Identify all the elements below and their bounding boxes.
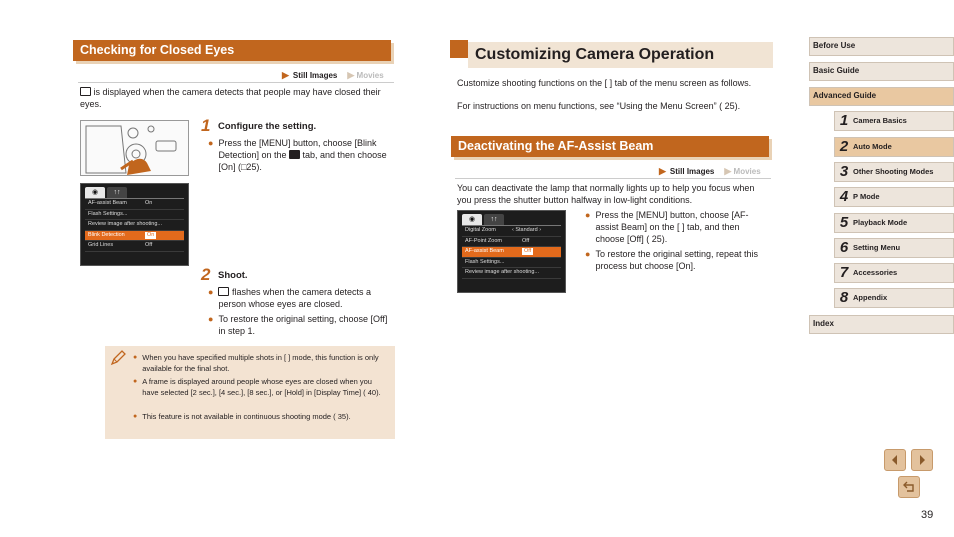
step-2-bullet-a-text xyxy=(218,286,393,310)
sidebar-chapter-5[interactable] xyxy=(834,213,954,233)
menu-row-value: On xyxy=(145,200,153,207)
blink-icon xyxy=(80,87,91,96)
menu-row-label: AF-Point Zoom xyxy=(465,237,502,244)
sidebar-chapter-6[interactable] xyxy=(834,238,954,258)
menu-row-selected xyxy=(85,231,184,242)
page-number: 39 xyxy=(921,509,934,521)
prev-page-button[interactable] xyxy=(884,449,906,471)
setup-tab-icon: ↑↑ xyxy=(107,187,127,198)
note-bullet-3-text: This feature is not available in continuous shooting mode ( 35). xyxy=(142,412,351,421)
step-1-title: Configure the setting. xyxy=(218,121,317,132)
menu-row-label: Blink Detection xyxy=(88,231,125,238)
af-bullet-b xyxy=(585,248,770,272)
chapter-label: Camera Basics xyxy=(853,116,907,126)
chapter-label: Auto Mode xyxy=(853,142,892,152)
step-number-1: 1 xyxy=(201,116,211,135)
menu-row xyxy=(85,210,184,221)
sidebar-item-label: Basic Guide xyxy=(813,66,860,76)
menu-row-selected xyxy=(462,247,561,258)
chapter-label: Appendix xyxy=(853,293,888,303)
section-title-af-assist: Deactivating the AF-Assist Beam xyxy=(451,136,769,157)
menu-row-label: Flash Settings... xyxy=(88,210,128,217)
sidebar-item-index[interactable] xyxy=(809,315,954,334)
pencil-icon xyxy=(110,350,126,370)
chapter-number: 6 xyxy=(839,239,849,257)
blink-icon xyxy=(218,287,229,296)
sidebar-item-basic-guide[interactable] xyxy=(809,62,954,81)
step-2-bullet-b xyxy=(208,313,393,337)
chapter-label: Other Shooting Modes xyxy=(853,167,934,177)
menu-row xyxy=(85,199,184,210)
sidebar-chapter-7[interactable] xyxy=(834,263,954,283)
bullet-dot: ● xyxy=(133,354,138,361)
step-2-bullet-a xyxy=(208,286,393,310)
sidebar-item-label: Advanced Guide xyxy=(813,91,877,101)
return-icon xyxy=(902,481,916,493)
mode-movies-label: Movies xyxy=(733,167,761,176)
camera-menu-screen xyxy=(457,210,566,293)
arrow-icon: ▶ xyxy=(282,70,289,80)
menu-row-label: Review image after shooting... xyxy=(465,269,539,276)
mode-still-label: Still Images xyxy=(669,166,715,176)
note-bullet-1-text: When you have specified multiple shots in [ ] mode, this function is only available for the final shot. xyxy=(142,353,379,373)
setup-tab-icon: ↑↑ xyxy=(484,214,504,225)
bullet-dot: ● xyxy=(585,249,591,259)
chapter-number: 1 xyxy=(839,112,849,130)
menu-row-value: Off xyxy=(522,237,530,244)
bullet-post: tab, and then choose [On] ( xyxy=(218,150,387,172)
menu-row-label: Review image after shooting... xyxy=(88,221,162,228)
step-1-bullet xyxy=(208,137,393,173)
sidebar-item-advanced-guide[interactable] xyxy=(809,87,954,106)
mode-still-label: Still Images xyxy=(292,70,338,80)
shooting-tab-icon: ◉ xyxy=(462,214,482,225)
af-bullet-a-text: Press the [MENU] button, choose [AF-assist Beam] on the [ ] tab, and then choose [Off] ( 25). xyxy=(595,210,749,244)
bullet-dot: ● xyxy=(208,138,214,148)
camera-illustration xyxy=(80,120,189,176)
note-bullet-2 xyxy=(133,376,388,398)
note-bullet-2-text: A frame is displayed around people whose eyes are closed when you have selected [2 sec.], [4 sec.], [8 sec.], or [Hold] in [Display Time] ( 40). xyxy=(142,377,381,397)
menu-row-label: Grid Lines xyxy=(88,242,114,249)
bullet-dot: ● xyxy=(585,210,591,220)
chapter-number: 7 xyxy=(839,264,849,282)
arrow-right-icon xyxy=(916,454,928,466)
chapter-intro-1: Customize shooting functions on the [ ] tab of the menu screen as follows. xyxy=(457,78,752,88)
chapter-label: Accessories xyxy=(853,268,898,278)
sidebar-chapter-8[interactable] xyxy=(834,288,954,308)
menu-row-value: On xyxy=(147,231,155,238)
menu-row xyxy=(462,237,561,248)
sidebar-item-label: Index xyxy=(813,319,834,329)
camera-tab-icon xyxy=(289,150,300,159)
chapter-title: Customizing Camera Operation xyxy=(475,46,715,63)
menu-row xyxy=(85,220,184,231)
arrow-icon: ▶ xyxy=(347,70,355,80)
chapter-label: Setting Menu xyxy=(853,243,901,253)
menu-row xyxy=(462,258,561,269)
back-button[interactable] xyxy=(898,476,920,498)
menu-row-label: AF-assist Beam xyxy=(465,248,504,255)
sidebar-item-label: Before Use xyxy=(813,41,856,51)
sidebar-chapter-3[interactable] xyxy=(834,162,954,182)
menu-row-value: Off xyxy=(524,248,532,255)
camera-tab-bar xyxy=(81,184,188,198)
chapter-number: 5 xyxy=(839,214,849,232)
chapter-label: P Mode xyxy=(853,192,880,202)
menu-row-value: ‹ Standard › xyxy=(512,227,542,234)
mode-indicator xyxy=(659,166,761,178)
mode-indicator xyxy=(282,70,384,82)
arrow-left-icon xyxy=(889,454,901,466)
sidebar-chapter-2[interactable] xyxy=(834,137,954,157)
af-bullet-a xyxy=(585,209,770,245)
chapter-intro-2: For instructions on menu functions, see “Using the Menu Screen” ( 25). xyxy=(457,101,741,111)
chapter-number: 3 xyxy=(839,163,849,181)
bullet-text: flashes when the camera detects a person whose eyes are closed. xyxy=(218,287,372,309)
camera-menu-rows xyxy=(85,198,184,252)
af-body-text: You can deactivate the lamp that normally lights up to help you focus when you press the shutter button halfway in low-light conditions. xyxy=(457,183,755,205)
sidebar-chapter-1[interactable] xyxy=(834,111,954,131)
bullet-dot: ● xyxy=(133,413,138,420)
step-number-2: 2 xyxy=(201,265,211,284)
menu-row xyxy=(85,241,184,252)
note-box xyxy=(105,346,395,439)
menu-row xyxy=(462,226,561,237)
book-icon: □ xyxy=(240,162,247,172)
divider xyxy=(455,178,771,179)
chapter-marker xyxy=(450,40,468,58)
bullet-pre: Press the [MENU] xyxy=(218,138,291,148)
menu-row-label: Flash Settings... xyxy=(465,258,505,265)
step-2-bullet-b-text: To restore the original setting, choose [Off] in step 1. xyxy=(218,314,388,336)
next-page-button[interactable] xyxy=(911,449,933,471)
arrow-icon: ▶ xyxy=(659,166,666,176)
step-1-bullet-text xyxy=(218,137,393,173)
menu-row xyxy=(462,268,561,279)
divider xyxy=(78,82,394,83)
bullet-dot: ● xyxy=(208,314,214,324)
intro-text xyxy=(80,87,390,110)
bullet-ref: 25). xyxy=(246,162,262,172)
menu-row-value: Off xyxy=(145,242,153,249)
camera-menu-rows xyxy=(462,225,561,279)
sidebar-chapter-4[interactable] xyxy=(834,187,954,207)
menu-row-label: AF-assist Beam xyxy=(88,200,127,207)
shooting-tab-icon: ◉ xyxy=(85,187,105,198)
chapter-label: Playback Mode xyxy=(853,218,908,228)
camera-tab-bar xyxy=(458,211,565,225)
note-bullet-3 xyxy=(133,411,388,423)
chapter-number: 2 xyxy=(839,138,849,156)
arrow-icon: ▶ xyxy=(724,166,732,176)
mode-movies xyxy=(724,166,760,178)
bullet-dot: ● xyxy=(133,378,138,385)
chapter-number: 4 xyxy=(839,188,849,206)
chapter-number: 8 xyxy=(839,289,849,307)
section-title-closed-eyes: Checking for Closed Eyes xyxy=(73,40,391,61)
note-bullet-1 xyxy=(133,352,388,374)
sidebar-item-before-use[interactable] xyxy=(809,37,954,56)
af-bullet-b-text: To restore the original setting, repeat this process but choose [On]. xyxy=(595,249,759,271)
bullet-mid: button, choose [Blink Detection] on the xyxy=(218,138,377,160)
camera-menu-screen xyxy=(80,183,189,266)
menu-row-label: Digital Zoom xyxy=(465,227,496,234)
mode-movies-label: Movies xyxy=(356,71,384,80)
bullet-dot: ● xyxy=(208,287,214,297)
step-2-title: Shoot. xyxy=(218,270,248,281)
mode-movies xyxy=(347,70,383,82)
intro-text-label: is displayed when the camera detects that people may have closed their eyes. xyxy=(80,87,381,109)
